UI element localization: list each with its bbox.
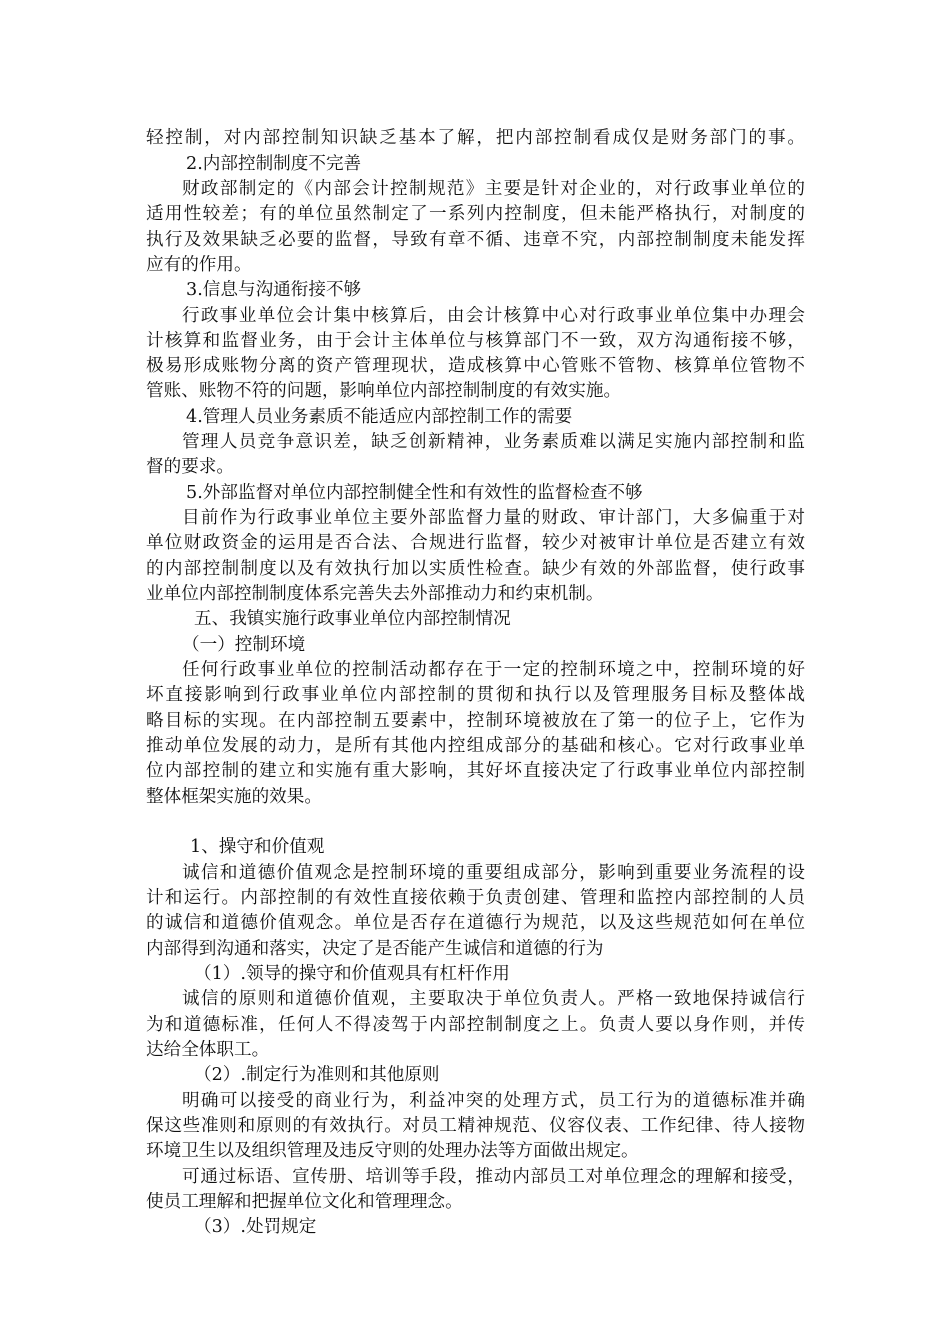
paragraph-line: 推动单位发展的动力，是所有其他内控组成部分的基础和核心。它对行政事业单 — [146, 736, 805, 756]
subsection-heading: （一）控制环境 — [182, 635, 306, 655]
paragraph-line: 任何行政事业单位的控制活动都存在于一定的控制环境之中，控制环境的好 — [182, 660, 805, 680]
paragraph-line: 内部得到沟通和落实，决定了是否能产生诚信和道德的行为 — [146, 939, 604, 959]
paragraph-line: 明确可以接受的商业行为，利益冲突的处理方式，员工行为的道德标准并确 — [182, 1091, 805, 1111]
item-heading: 1、操守和价值观 — [190, 837, 325, 857]
paragraph-line: 极易形成账物分离的资产管理现状，造成核算中心管账不管物、核算单位管物不 — [146, 356, 805, 376]
paragraph-line: 计和运行。内部控制的有效性直接依赖于负责创建、管理和监控内部控制的人员 — [146, 888, 805, 908]
paragraph-line: 的内部控制制度以及有效执行加以实质性检查。缺少有效的外部监督，使行政事 — [146, 559, 805, 579]
item-heading: （2）.制定行为准则和其他原则 — [194, 1065, 440, 1085]
paragraph-line: 管理人员竞争意识差，缺乏创新精神，业务素质难以满足实施内部控制和监 — [182, 432, 805, 452]
paragraph-line: 执行及效果缺乏必要的监督，导致有章不循、违章不究，内部控制制度未能发挥 — [146, 230, 805, 250]
paragraph-line: 略目标的实现。在内部控制五要素中，控制环境被放在了第一的位子上，它作为 — [146, 711, 805, 731]
section-heading: 4.管理人员业务素质不能适应内部控制工作的需要 — [186, 407, 573, 427]
paragraph-line: 位内部控制的建立和实施有重大影响，其好坏直接决定了行政事业单位内部控制 — [146, 761, 805, 781]
paragraph-line: 使员工理解和把握单位文化和管理理念。 — [146, 1192, 463, 1212]
paragraph-line: 目前作为行政事业单位主要外部监督力量的财政、审计部门，大多偏重于对 — [182, 508, 805, 528]
paragraph-line: 业单位内部控制制度体系完善失去外部推动力和约束机制。 — [146, 584, 604, 604]
paragraph-line: 单位财政资金的运用是否合法、合规进行监督，较少对被审计单位是否建立有效 — [146, 533, 805, 553]
paragraph-line: 诚信的原则和道德价值观，主要取决于单位负责人。严格一致地保持诚信行 — [182, 989, 805, 1009]
paragraph-line: 保这些准则和原则的有效执行。对员工精神规范、仪容仪表、工作纪律、待人接物 — [146, 1116, 805, 1136]
section-heading: 3.信息与沟通衔接不够 — [186, 280, 362, 300]
chapter-heading: 五、我镇实施行政事业单位内部控制情况 — [194, 609, 511, 629]
paragraph-line: 应有的作用。 — [146, 255, 252, 275]
paragraph-line: 整体框架实施的效果。 — [146, 787, 322, 807]
paragraph-line: 诚信和道德价值观念是控制环境的重要组成部分，影响到重要业务流程的设 — [182, 863, 805, 883]
paragraph-line: 可通过标语、宣传册、培训等手段，推动内部员工对单位理念的理解和接受， — [182, 1167, 805, 1187]
paragraph-line: 管账、账物不符的问题，影响单位内部控制制度的有效实施。 — [146, 381, 622, 401]
paragraph-line: 财政部制定的《内部会计控制规范》主要是针对企业的，对行政事业单位的 — [182, 179, 805, 199]
item-heading: （1）.领导的操守和价值观具有杠杆作用 — [194, 964, 510, 984]
paragraph-line: 环境卫生以及组织管理及违反守则的处理办法等方面做出规定。 — [146, 1141, 639, 1161]
paragraph-line: 坏直接影响到行政事业单位内部控制的贯彻和执行以及管理服务目标及整体战 — [146, 685, 805, 705]
paragraph-line: 督的要求。 — [146, 457, 234, 477]
paragraph-line: 计核算和监督业务，由于会计主体单位与核算部门不一致，双方沟通衔接不够， — [146, 331, 805, 351]
item-heading: （3）.处罚规定 — [194, 1217, 317, 1237]
section-heading: 5.外部监督对单位内部控制健全性和有效性的监督检查不够 — [186, 483, 643, 503]
paragraph-line: 行政事业单位会计集中核算后，由会计核算中心对行政事业单位集中办理会 — [182, 306, 805, 326]
paragraph-line: 适用性较差；有的单位虽然制定了一系列内控制度，但未能严格执行，对制度的 — [146, 204, 805, 224]
paragraph-line: 轻控制，对内部控制知识缺乏基本了解，把内部控制看成仅是财务部门的事。 — [146, 128, 805, 148]
paragraph-line: 的诚信和道德价值观念。单位是否存在道德行为规范，以及这些规范如何在单位 — [146, 913, 805, 933]
section-heading: 2.内部控制制度不完善 — [186, 154, 362, 174]
paragraph-line: 达给全体职工。 — [146, 1040, 270, 1060]
paragraph-line: 为和道德标准，任何人不得凌驾于内部控制制度之上。负责人要以身作则，并传 — [146, 1015, 805, 1035]
